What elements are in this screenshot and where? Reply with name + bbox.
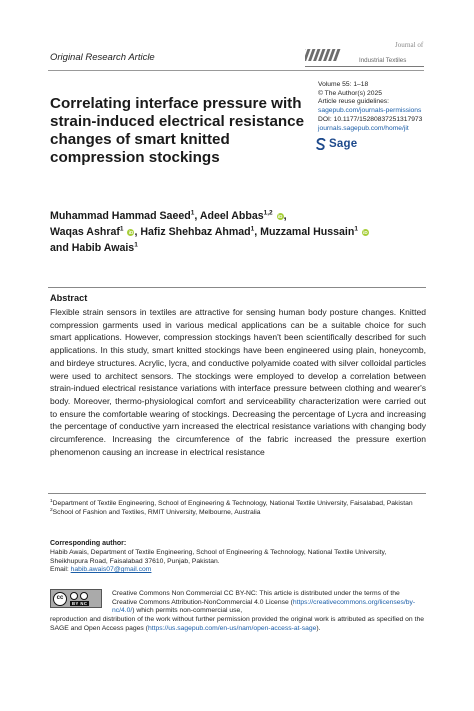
publisher-name: Sage xyxy=(329,138,358,150)
doi-line: DOI: 10.1177/15280837251317973 xyxy=(318,115,423,123)
abstract-heading: Abstract xyxy=(50,293,88,303)
article-type: Original Research Article xyxy=(50,52,155,63)
affiliations xyxy=(50,500,422,517)
corresponding-author-email xyxy=(50,566,422,575)
author-list: Muhammad Hammad Saeed$^1$, Adeel Abbas$^{1,2}$ iD, Waqas Ashraf$^1$ iD, Hafiz Shehbaz Ahmad$^1$, Muzzamal Hussain$^1$ iD and Habib Awais$^1$ xyxy=(50,209,368,254)
article-meta xyxy=(318,81,428,133)
email-link[interactable]: habib.awais07@gmail.com xyxy=(70,566,152,574)
by-attribution-icon xyxy=(70,592,78,600)
author-affiliation-ref: 1 xyxy=(119,225,124,233)
license-text-first: Creative Commons Non Commercial CC BY-NC: This article is distributed under the terms of the Creative Commons Attribution-NonCommercial 4.0 License (https://creativecommons.org/licenses/by-nc/4.0/) which permits non-commercial use, xyxy=(112,590,416,615)
author-name[interactable]: Adeel Abbas xyxy=(199,210,264,222)
cc-license-badge[interactable] xyxy=(50,589,102,608)
affiliation-item: $^2$School of Fashion and Textiles, RMIT University, Melbourne, Australia xyxy=(50,507,261,516)
copyright-line: © The Author(s) 2025 xyxy=(318,89,382,97)
reuse-label: Article reuse guidelines: xyxy=(318,98,389,106)
author-affiliation-ref: 1,2 xyxy=(263,209,273,217)
email-label: Email: xyxy=(50,566,69,574)
journal-of-label: Journal of xyxy=(395,41,424,49)
abstract-top-rule xyxy=(48,287,426,288)
volume-line: Volume 55: 1–18 xyxy=(318,81,369,88)
cc-badge-band: BY NC xyxy=(72,600,88,606)
journal-home-link[interactable]: journals.sagepub.com/home/jit xyxy=(318,124,409,132)
logo-divider xyxy=(305,66,424,67)
author-name[interactable]: Waqas Ashraf xyxy=(50,226,120,238)
abstract-text: Flexible strain sensors in textiles are attractive for sensing human body posture changes. Knitted compression garments used in various medical applications can be a suitable choice for such smart applications. However, compression stockings haven't been scientifically described for such applications. In this study, smart knitted stockings have been engineered using plain, honeycomb, and birdeye structures. Acrylic, lycra, and conductive polyamide coated with silver colloidal particles were used to architect sensors. The stockings were employed to develop a correlation between strain-indued electrical resistance variations with interface pressure between clothing and wearer's body. Moreover, thermo-physiological comfort and serviceability characterization were carried out to ensure the comfortable wearing of stockings. Decreasing the percentage of Lycra and increasing the percentage of conductive yarn increased the electrical resistance variations with changing body circumference. Increasing the circumference of the fabric increased the pressure exertion phenomenon causing an increase in electrical resistance xyxy=(50,307,426,457)
author-name[interactable]: Muzzamal Hussain xyxy=(260,226,355,238)
author-affiliation-ref: 1 xyxy=(250,225,255,233)
orcid-icon[interactable]: iD xyxy=(363,230,368,235)
author-affiliation-ref: 1 xyxy=(134,241,138,249)
header-rule xyxy=(48,70,424,71)
affiliation-item: $^1$Department of Textile Engineering, School of Engineering & Technology, National Textile University, Faisalabad, Pakistan xyxy=(50,498,413,507)
sage-s-icon xyxy=(316,138,326,150)
license-link[interactable]: https://creativecommons.org/licenses/by-nc/4.0/ xyxy=(112,598,416,615)
sage-logo xyxy=(316,137,357,151)
corresponding-author-details xyxy=(50,549,422,575)
license-text-rest: reproduction and distribution of the work without further permission provided the original work is attributed as specified on the SAGE and Open Access pages (https://us.sagepub.com/en-us/nam/open-access-at-sage). xyxy=(50,616,424,632)
author-name[interactable]: Muhammad Hammad Saeed xyxy=(50,210,191,222)
author-affiliation-ref: 1 xyxy=(190,209,195,217)
orcid-icon[interactable]: iD xyxy=(277,214,283,219)
journal-name: Industrial Textiles xyxy=(359,57,407,64)
non-commercial-icon xyxy=(80,592,88,600)
article-title: Correlating interface pressure with strain-induced electrical resistance changes of smart knitted compression stockings xyxy=(50,95,305,166)
cc-icon: cc xyxy=(53,592,67,606)
abstract-bottom-rule xyxy=(48,493,426,494)
corresponding-author-heading: Corresponding author: xyxy=(50,540,127,547)
author-name[interactable]: and Habib Awais xyxy=(50,242,135,254)
author-name[interactable]: Hafiz Shehbaz Ahmad xyxy=(140,226,251,238)
orcid-icon[interactable]: iD xyxy=(128,230,134,235)
author-affiliation-ref: 1 xyxy=(354,225,358,233)
corresponding-author-address: Habib Awais, Department of Textile Engineering, School of Engineering & Technology, National Textile University, Sheikhupura Road, Faisalabad 37610, Punjab, Pakistan. xyxy=(50,549,387,565)
open-access-link[interactable]: https://us.sagepub.com/en-us/nam/open-access-at-sage xyxy=(147,624,317,632)
permissions-link[interactable]: sagepub.com/journals-permissions xyxy=(318,107,422,115)
